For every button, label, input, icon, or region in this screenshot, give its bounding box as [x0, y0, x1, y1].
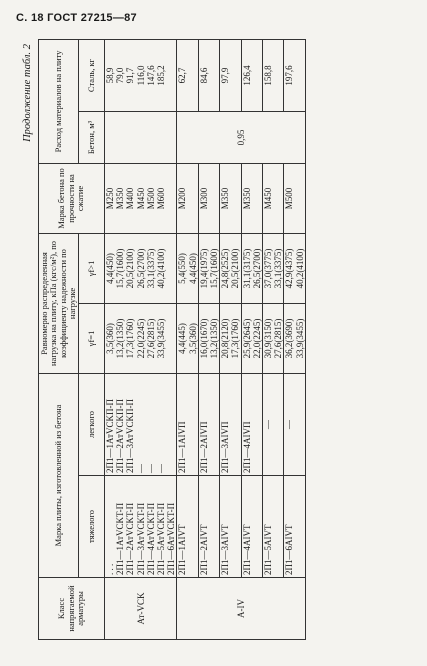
cell-gf2: 19,4(1975) 15,7(1600) [198, 233, 219, 303]
table-row [177, 39, 198, 639]
cell-gf1: 36,2(3690) 33,9(3455) [284, 303, 305, 373]
cell-gf1: 25,9(2645) 22,0(2245) [241, 303, 262, 373]
cell-steel: 97,9 [220, 39, 241, 111]
rotated-table-container [22, 40, 412, 640]
cell-gf2: 24,8(2525) 20,5(2100) [220, 233, 241, 303]
cell-steel: 62,7 [177, 39, 198, 111]
header-light: легкого [79, 373, 105, 475]
cell-light: 2П1—1AIVП [177, 373, 198, 475]
cell-light: — [284, 373, 305, 475]
cell-light: 2П1—3AIVП [220, 373, 241, 475]
cell-gf1: 3,5(360) 13,2(1350) 17,3(1760) 22,0(2245) 27,6(2815) 33,9(3455) [105, 303, 177, 373]
cell-light: 2П1—4AIVП [241, 373, 262, 475]
cell-class: Ат-VCK [105, 578, 177, 640]
header-consumption: Расход материалов на плиту [39, 39, 79, 163]
cell-steel: 197,6 [284, 39, 305, 111]
header-heavy: тяжелого [79, 476, 105, 578]
cell-concrete: М300 [198, 163, 219, 233]
header-beton: Бетон, м³ [79, 111, 105, 163]
cell-gf2: 4,4(450) 15,7(1600) 20,5(2100) 26,5(2700) 33,1(3375) 40,2(4100) [105, 233, 177, 303]
cell-steel: 126,4 [241, 39, 262, 111]
cell-heavy: 2П1—5AIVT [263, 476, 284, 578]
cell-concrete: М200 [177, 163, 198, 233]
cell-heavy: 2П1—6AIVT [284, 476, 305, 578]
cell-concrete: М350 [220, 163, 241, 233]
table-continuation-label: Продолжение табл. 2 [22, 44, 33, 142]
cell-gf1: 20,8(2120) 17,3(1760) [220, 303, 241, 373]
cell-gf2: 37,0(3775) 33,1(3375) [263, 233, 284, 303]
cell-steel: 58,9 79,0 91,7 116,0 147,6 185,2 [105, 39, 177, 111]
header-load: Равномерно распределенная нагрузка на плиту, кПа (кгс/м²), по коэффициенту надежности по нагрузке [39, 233, 79, 373]
cell-heavy: . . . 2П1—1АтVCKT-П 2П1—2АтVCKT-П 2П1—3АтVCKT-П 2П1—4АтVCKT-П 2П1—5АтVCKT-П 2П1—6АтVCKT-П [105, 476, 177, 578]
cell-heavy: 2П1—1AIVT [177, 476, 198, 578]
cell-concrete: М350 [241, 163, 262, 233]
cell-heavy: 2П1—2AIVT [198, 476, 219, 578]
cell-concrete: М250 М350 М400 М450 М500 М600 [105, 163, 177, 233]
cell-gf2: 42,9(4375) 40,2(4100) [284, 233, 305, 303]
header-mark: Марка плиты, изготовленной из бетона [39, 373, 79, 577]
cell-class: А-IV [177, 578, 305, 640]
cell-steel: 84,6 [198, 39, 219, 111]
cell-heavy: 2П1—3AIVT [220, 476, 241, 578]
data-table [38, 39, 306, 640]
page-header: С. 18 ГОСТ 27215—87 [16, 12, 137, 24]
header-concrete: Марка бетона по прочности на сжатие [39, 163, 105, 233]
header-class: Класс напрягаемой арматуры [39, 578, 105, 640]
header-gf2: γf>1 [79, 233, 105, 303]
cell-gf1: 4,4(445) 3,5(360) [177, 303, 198, 373]
cell-gf1: 30,9(3150) 27,6(2815) [263, 303, 284, 373]
cell-light: — [263, 373, 284, 475]
header-steel: Сталь, кг [79, 39, 105, 111]
cell-light: 2П1—1АтVCKП-П 2П1—2АтVCKП-П 2П1—3АтVCKП-П — — — [105, 373, 177, 475]
cell-light: 2П1—2AIVП [198, 373, 219, 475]
cell-gf2: 31,1(3175) 26,5(2700) [241, 233, 262, 303]
cell-concrete: М450 [263, 163, 284, 233]
table-row [105, 39, 177, 639]
cell-gf1: 16,0(1670) 13,2(1350) [198, 303, 219, 373]
cell-concrete: М500 [284, 163, 305, 233]
cell-heavy: 2П1—4AIVT [241, 476, 262, 578]
cell-beton: 0,95 [177, 111, 305, 163]
cell-gf2: 5,4(550) 4,4(450) [177, 233, 198, 303]
header-gf1: γf=1 [79, 303, 105, 373]
cell-beton [105, 111, 177, 163]
cell-steel: 158,8 [263, 39, 284, 111]
